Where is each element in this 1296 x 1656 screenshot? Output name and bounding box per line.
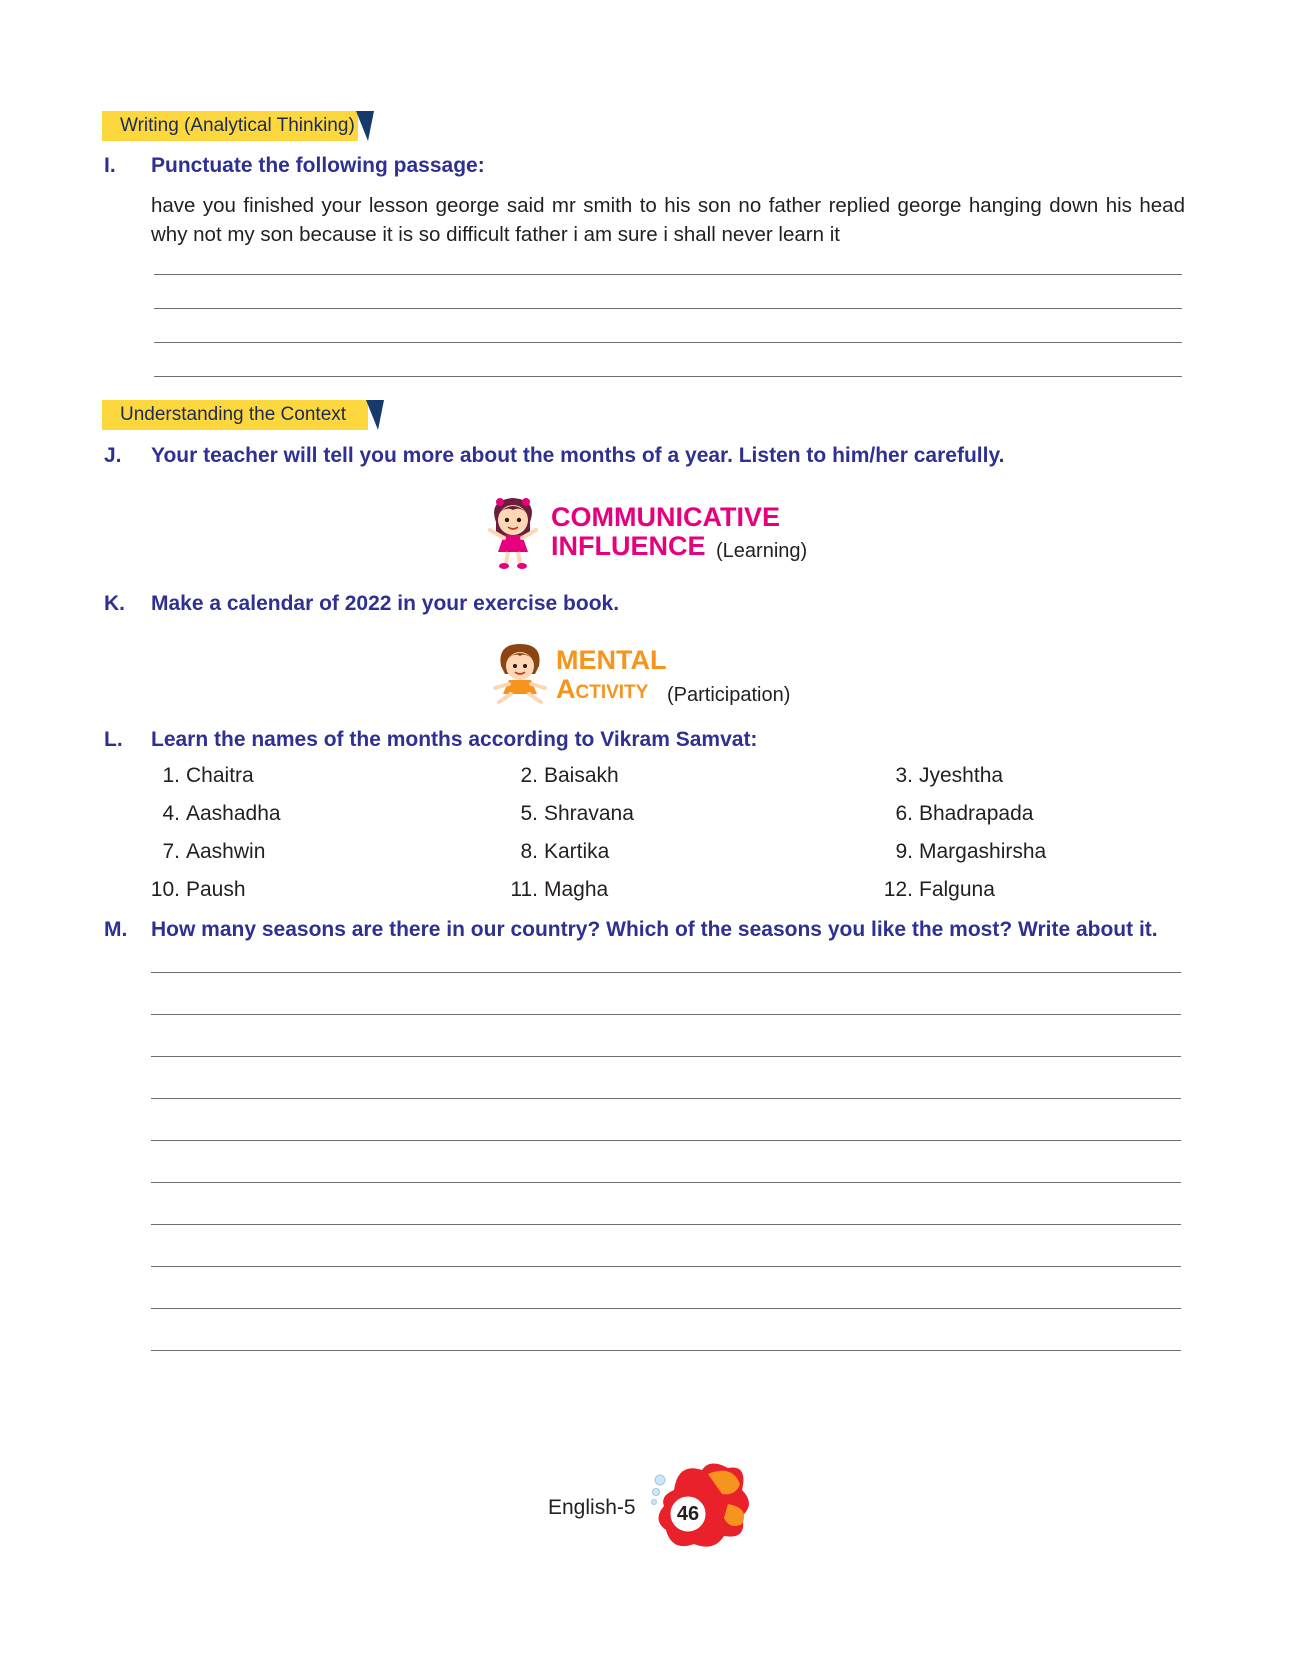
list-item [877, 840, 1046, 864]
section-tag-understanding-label: Understanding the Context [120, 404, 347, 425]
month-name: Aashwin [186, 840, 266, 863]
mental-title-line1: MENTAL [556, 645, 667, 675]
answer-line[interactable] [151, 1098, 1181, 1099]
month-name: Bhadrapada [919, 802, 1034, 825]
month-number: 1. [162, 764, 180, 787]
question-letter-j: J. [104, 444, 122, 467]
month-name: Shravana [544, 802, 634, 825]
footer-book-title: English-5 [548, 1496, 636, 1519]
answer-line[interactable] [151, 1014, 1181, 1015]
month-name: Magha [544, 878, 609, 901]
answer-line[interactable] [154, 308, 1182, 309]
list-item [502, 840, 609, 864]
list-item [144, 802, 281, 826]
month-name: Chaitra [186, 764, 254, 787]
list-item [502, 878, 608, 902]
month-number: 11. [510, 878, 538, 901]
question-letter-i: I. [104, 154, 116, 177]
month-name: Aashadha [186, 802, 281, 825]
month-number: 6. [895, 802, 913, 825]
mental-title-line2: Activity [556, 674, 649, 704]
answer-line[interactable] [151, 972, 1181, 973]
section-tag-writing [102, 111, 358, 141]
girl-character-icon [482, 492, 544, 572]
month-number: 4. [162, 802, 180, 825]
month-number: 8. [520, 840, 538, 863]
child-character-icon [489, 640, 551, 706]
question-text-l: Learn the names of the months according to Vikram Samvat: [151, 728, 758, 751]
month-number: 10. [150, 878, 180, 901]
month-number: 5. [520, 802, 538, 825]
month-name: Kartika [544, 840, 610, 863]
communicative-title-line1: COMMUNICATIVE [551, 502, 780, 532]
answer-line[interactable] [151, 1224, 1181, 1225]
answer-line[interactable] [151, 1266, 1181, 1267]
question-letter-m: M. [104, 918, 128, 941]
mental-subtitle: (Participation) [667, 684, 791, 706]
list-item [144, 840, 265, 864]
page-number: 46 [676, 1503, 700, 1525]
communicative-subtitle: (Learning) [716, 540, 808, 562]
month-name: Jyeshtha [919, 764, 1004, 787]
question-text-i: Punctuate the following passage: [151, 154, 485, 177]
answer-line[interactable] [154, 342, 1182, 343]
question-text-m: How many seasons are there in our country? Which of the seasons you like the most? Write about it. [151, 918, 1158, 941]
section-tag-writing-label: Writing (Analytical Thinking) [120, 115, 355, 136]
list-item [502, 802, 634, 826]
list-item [144, 878, 246, 902]
answer-line[interactable] [151, 1308, 1181, 1309]
month-name: Falguna [919, 878, 995, 901]
section-tag-understanding [102, 400, 368, 430]
question-text-k: Make a calendar of 2022 in your exercise book. [151, 592, 620, 615]
month-name: Baisakh [544, 764, 619, 787]
question-letter-k: K. [104, 592, 125, 615]
answer-line[interactable] [154, 274, 1182, 275]
list-item [144, 764, 254, 788]
question-text-j: Your teacher will tell you more about the months of a year. Listen to him/her carefully. [151, 444, 1005, 467]
tag-corner-decoration [366, 400, 384, 430]
answer-line[interactable] [154, 376, 1182, 377]
tag-corner-decoration [356, 111, 374, 141]
list-item [877, 802, 1033, 826]
list-item [877, 878, 995, 902]
list-item [502, 764, 619, 788]
communicative-title-line2: INFLUENCE [551, 531, 706, 561]
month-name: Paush [186, 878, 246, 901]
month-number: 2. [520, 764, 538, 787]
month-number: 12. [883, 878, 913, 901]
answer-line[interactable] [151, 1350, 1181, 1351]
answer-line[interactable] [151, 1140, 1181, 1141]
answer-line[interactable] [151, 1056, 1181, 1057]
month-number: 7. [162, 840, 180, 863]
month-name: Margashirsha [919, 840, 1047, 863]
list-item [877, 764, 1003, 788]
question-letter-l: L. [104, 728, 123, 751]
answer-line[interactable] [151, 1182, 1181, 1183]
passage-text: have you finished your lesson george said mr smith to his son no father replied george hanging down his head why not my son because it is so difficult father i am sure i shall never learn it [151, 194, 1185, 246]
month-number: 9. [895, 840, 913, 863]
month-number: 3. [895, 764, 913, 787]
